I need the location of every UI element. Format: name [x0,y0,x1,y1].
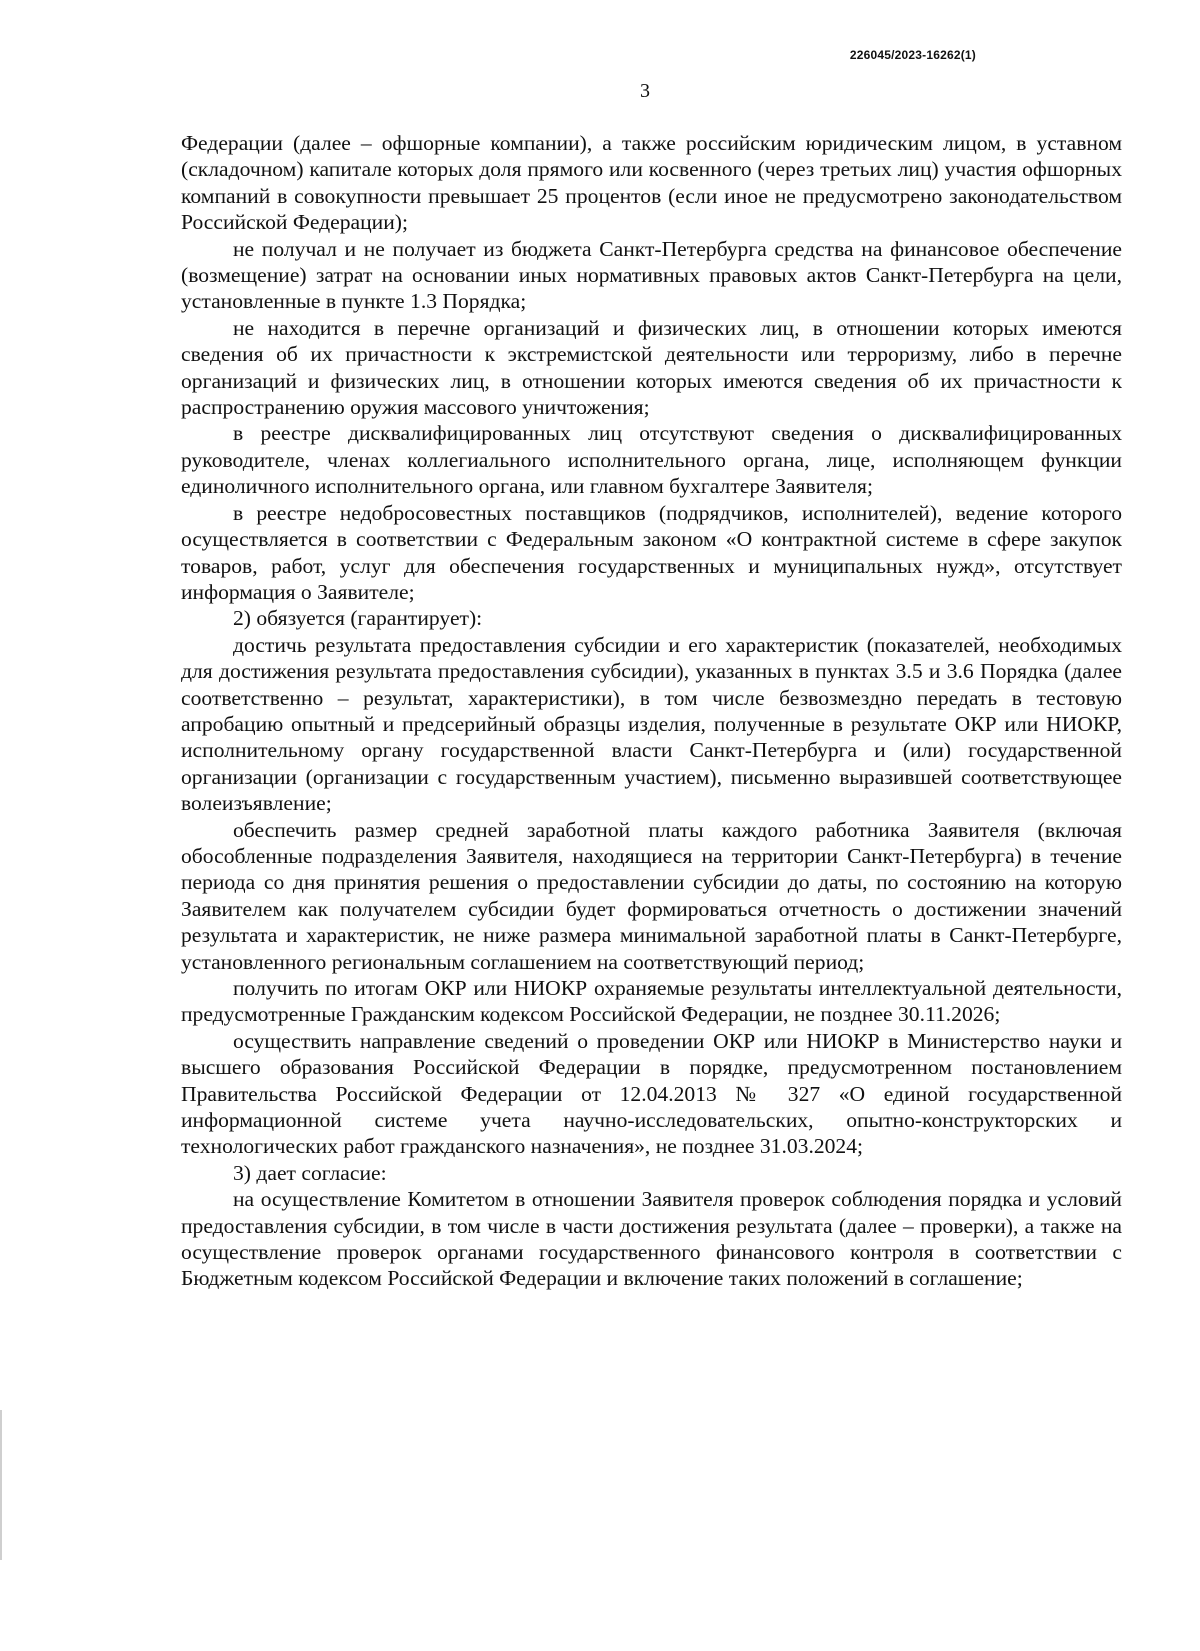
document-body [181,130,1122,1292]
paragraph-disqualified-registry: в реестре дисквалифицированных лиц отсутствуют сведения о дисквалифицированных руководителе, членах коллегиального исполнительного органа, лице, исполняющем функции единоличного исполнительного органа, или главном бухгалтере Заявителя; [181,421,1122,499]
document-registration-number: 226045/2023-16262(1) [849,48,976,62]
paragraph-continuation: Федерации (далее – офшорные компании), а также российским юридическим лицом, в уставном (складочном) капитале которых доля прямого или косвенного (через третьих лиц) участия офшорных компаний в совокупности превышает 25 процентов (если иное не предусмотрено законодательством Российской Федерации); [181,131,1122,235]
paragraph-inspections-consent: на осуществление Комитетом в отношении Заявителя проверок соблюдения порядка и условий предоставления субсидии, в том числе в части достижения результата (далее – проверки), а также на осуществление проверок органами государственного финансового контроля в соответствии с Бюджетным кодексом Российской Федерации и включение таких положений в соглашение; [181,1187,1122,1291]
paragraph-average-salary: обеспечить размер средней заработной платы каждого работника Заявителя (включая обособленные подразделения Заявителя, находящиеся на территории Санкт-Петербурга) в течение периода со дня принятия решения о предоставлении субсидии до даты, по состоянию на которую Заявителем как получателем субсидии будет формироваться отчетность о достижении значений результата и характеристик, не ниже размера минимальной заработной платы в Санкт-Петербурге, установленного региональным соглашением на соответствующий период; [181,817,1122,974]
paragraph-section-2-heading: 2) обязуется (гарантирует): [233,606,483,631]
paragraph-budget-funds: не получал и не получает из бюджета Санкт-Петербурга средства на финансовое обеспечение (возмещение) затрат на основании иных нормативных правовых актов Санкт-Петербурга на цели, установленные в пункте 1.3 Порядка; [181,236,1122,314]
paragraph-extremism-list: не находится в перечне организаций и физических лиц, в отношении которых имеются сведения об их причастности к экстремистской деятельности или терроризму, либо в перечне организаций и физических лиц, в отношении которых имеются сведения об их причастности к распространению оружия массового уничтожения; [181,315,1122,420]
paragraph-ministry-reporting: осуществить направление сведений о проведении ОКР или НИОКР в Министерство науки и высшего образования Российской Федерации в порядке, предусмотренном постановлением Правительства Российской Федерации от 12.04.2013 № 327 «О единой государственной информационной системе учета научно-исследовательских, опытно-конструкторских и технологических работ гражданского назначения», не позднее 31.03.2024; [181,1028,1122,1159]
scan-edge-artifact [0,1410,2,1560]
paragraph-unscrupulous-suppliers: в реестре недобросовестных поставщиков (подрядчиков, исполнителей), ведение которого осуществляется в соответствии с Федеральным законом «О контрактной системе в сфере закупок товаров, работ, услуг для обеспечения государственных и муниципальных нужд», отсутствует информация о Заявителе; [181,500,1122,604]
paragraph-intellectual-property: получить по итогам ОКР или НИОКР охраняемые результаты интеллектуальной деятельности, предусмотренные Гражданским кодексом Российской Федерации, не позднее 30.11.2026; [181,976,1122,1027]
paragraph-section-3-heading: 3) дает согласие: [233,1160,387,1185]
page-number: 3 [640,80,650,102]
paragraph-achieve-result: достичь результата предоставления субсидии и его характеристик (показателей, необходимых для достижения результата предоставления субсидии), указанных в пунктах 3.5 и 3.6 Порядка (далее соответственно – результат, характеристики), в том числе безвозмездно передать в тестовую апробацию опытный и предсерийный образцы изделия, полученные в результате ОКР или НИОКР, исполнительному органу государственной власти Санкт-Петербурга и (или) государственной организации (организации с государственным участием), письменно выразившей соответствующее волеизъявление; [181,632,1122,816]
